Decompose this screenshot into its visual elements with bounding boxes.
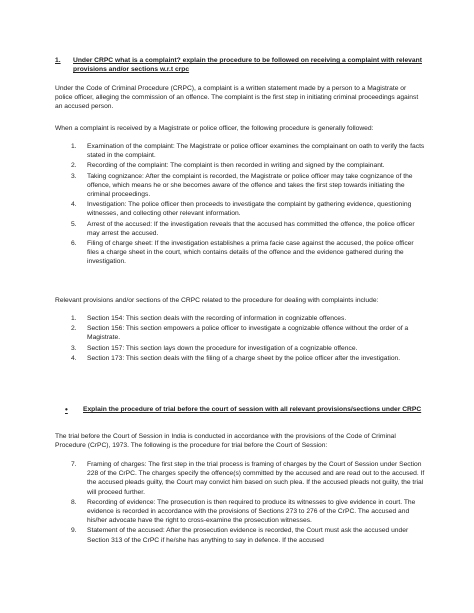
list-item-text: Recording of evidence: The prosecution is then required to produce its witnesses to give evidence in court. The evidence is recorded in accordance with the provisions of Sections 273 to 276 of the CrPC. The accused and his/her advocate have the right to cross-examine the prosecution witnesses. — [87, 498, 416, 525]
procedure-step — [55, 172, 425, 200]
list-item-number: 1. — [71, 315, 77, 322]
procedure-step — [55, 220, 425, 238]
section2-heading — [55, 405, 425, 414]
section1-heading — [55, 56, 425, 74]
list-item-text: Section 173: This section deals with the filing of a charge sheet by the police officer after the investigation. — [87, 354, 401, 362]
section2-steps-list — [55, 460, 425, 546]
list-item-text: Section 157: This section lays down the procedure for investigation of a cognizable offence. — [87, 344, 358, 352]
list-item-number: 3. — [71, 344, 77, 352]
list-item-text: Arrest of the accused: If the investigation reveals that the accused has committed the offence, the police officer may arrest the accused. — [87, 220, 415, 237]
list-item-number: 3. — [71, 172, 77, 180]
procedure-step — [55, 161, 425, 170]
section1-number: 1. — [55, 57, 61, 64]
list-item-text: Taking cognizance: After the complaint is recorded, the Magistrate or police officer may take cognizance of the offence, which means he or she becomes aware of the offence and takes the first step towards initiating the criminal proceedings. — [87, 172, 413, 199]
trial-step — [55, 460, 425, 497]
list-item-number: 6. — [71, 240, 77, 248]
section1-intro: Under the Code of Criminal Procedure (CRPC), a complaint is a written statement made by a person to a Magistrate or police officer, alleging the commission of an offence. The complaint is the first step in initiating criminal proceedings against an accused person. — [55, 85, 419, 111]
list-item-number: 5. — [71, 220, 77, 228]
list-item-text: Section 156: This section empowers a police officer to investigate a cognizable offence without the order of a Magistrate. — [87, 325, 409, 342]
section1-procedure-intro: When a complaint is received by a Magistrate or police officer, the following procedure is generally followed: — [55, 125, 374, 132]
section1-provisions-intro: Relevant provisions and/or sections of the CRPC related to the procedure for dealing with complaints include: — [55, 297, 379, 304]
list-item-text: Investigation: The police officer then proceeds to investigate the complaint by gathering evidence, questioning witnesses, and collecting other relevant information. — [87, 201, 412, 218]
trial-step — [55, 526, 425, 544]
list-item-text: Examination of the complaint: The Magistrate or police officer examines the complainant on oath to verify the facts stated in the complaint. — [87, 143, 425, 160]
list-item-number: 2. — [71, 162, 77, 170]
section1-title: Under CRPC what is a complaint? explain the procedure to be followed on receiving a complaint with relevant provisions and/or sections w.r.t crpc — [73, 57, 422, 74]
section2-bullet: • — [65, 405, 68, 414]
list-item-number: 8. — [71, 498, 77, 506]
provision-item — [55, 354, 425, 363]
list-item-number: 2. — [71, 325, 77, 333]
list-item-number: 4. — [71, 201, 77, 209]
list-item-text: Section 154: This section deals with the recording of information in cognizable offences. — [87, 315, 347, 322]
provision-item — [55, 344, 425, 353]
list-item-text: Filing of charge sheet: If the investigation establishes a prima facie case against the accused, the police officer files a charge sheet in the court, which contains details of the offence and the evidence gathered during the investigation. — [87, 240, 414, 266]
section2-title: Explain the procedure of trial before the court of session with all relevant provisions/sections under CRPC — [83, 406, 422, 413]
procedure-step — [55, 200, 425, 218]
provision-item — [55, 324, 425, 342]
list-item-text: Framing of charges: The first step in the trial process is framing of charges by the Court of Session under Section 228 of the CrPC. The charges specify the offence(s) committed by the accused and are read out to the accused. If the accused pleads guilty, the Court may convict him based on such plea. If the accused pleads not guilty, the trial will proceed further. — [87, 461, 425, 496]
list-item-number: 4. — [71, 354, 77, 362]
section1-provisions-list — [55, 314, 425, 364]
trial-step — [55, 498, 425, 526]
list-item-number: 1. — [71, 143, 77, 150]
section2-intro: The trial before the Court of Session in India is conducted in accordance with the provisions of the Code of Criminal Procedure (CrPC), 1973. The following is the procedure for trial before the Court of Session: — [55, 433, 396, 450]
list-item-text: Statement of the accused: After the prosecution evidence is recorded, the Court must ask the accused under Section 313 of the CrPC if he/she has anything to say in defence. If the accused — [87, 527, 409, 544]
section1-steps-list — [55, 142, 425, 268]
list-item-number: 7. — [71, 461, 77, 468]
procedure-step — [55, 142, 425, 160]
list-item-text: Recording of the complaint: The complaint is then recorded in writing and signed by the complainant. — [87, 162, 385, 170]
list-item-number: 9. — [71, 527, 77, 535]
procedure-step — [55, 239, 425, 267]
provision-item — [55, 314, 425, 323]
